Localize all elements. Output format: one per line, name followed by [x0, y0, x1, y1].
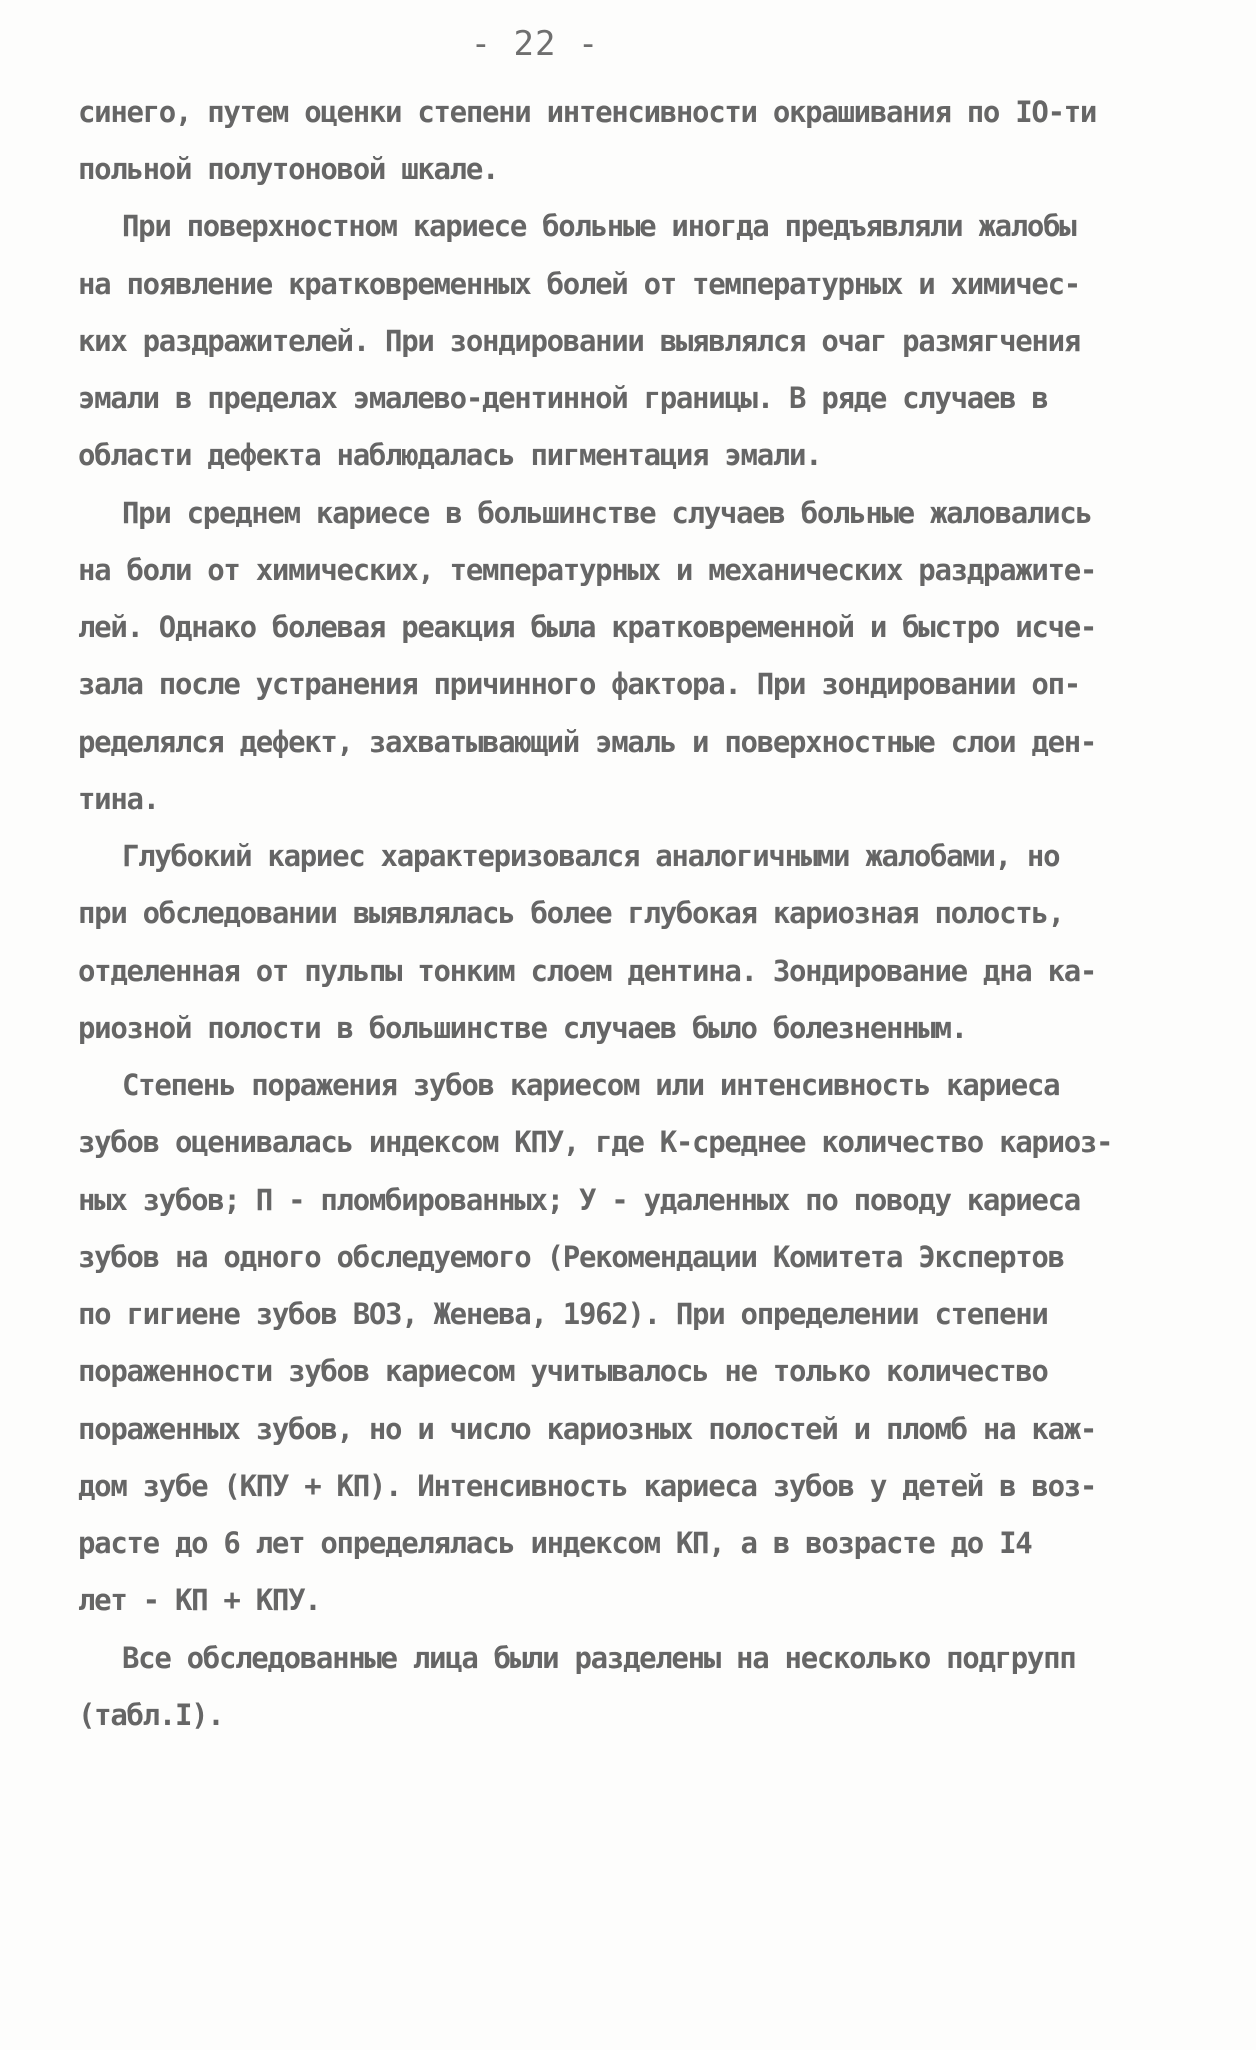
text-line: При среднем кариесе в большинстве случаев больные жаловались	[122, 496, 1092, 530]
text-line: лей. Однако болевая реакция была кратковременной и быстро исче-	[78, 610, 1097, 644]
text-line: Глубокий кариес характеризовался аналогичными жалобами, но	[122, 839, 1060, 873]
text-line: зубов оценивалась индексом КПУ, где К-среднее количество кариоз-	[78, 1125, 1113, 1159]
text-line: польной полутоновой шкале.	[78, 152, 499, 186]
page-number: - 22 -	[470, 24, 600, 64]
text-line: при обследовании выявлялась более глубокая кариозная полость,	[78, 896, 1064, 930]
text-line: на появление кратковременных болей от температурных и химичес-	[78, 267, 1080, 301]
text-line: тина.	[78, 782, 159, 816]
text-line: (табл.I).	[78, 1698, 224, 1732]
text-line: на боли от химических, температурных и механических раздражите-	[78, 553, 1097, 587]
text-line: синего, путем оценки степени интенсивности окрашивания по IO-ти	[78, 95, 1097, 129]
text-line: дом зубе (КПУ + КП). Интенсивность кариеса зубов у детей в воз-	[78, 1469, 1097, 1503]
text-line: При поверхностном кариесе больные иногда предъявляли жалобы	[122, 209, 1076, 243]
text-line: расте до 6 лет определялась индексом КП, а в возрасте до I4	[78, 1526, 1032, 1560]
text-line: ных зубов; П - пломбированных; У - удаленных по поводу кариеса	[78, 1183, 1080, 1217]
text-line: зубов на одного обследуемого (Рекомендации Комитета Экспертов	[78, 1240, 1064, 1274]
text-line: риозной полости в большинстве случаев было болезненным.	[78, 1011, 967, 1045]
text-line: ределялся дефект, захватывающий эмаль и поверхностные слои ден-	[78, 725, 1097, 759]
text-line: отделенная от пульпы тонким слоем дентина. Зондирование дна ка-	[78, 954, 1097, 988]
text-line: по гигиене зубов ВОЗ, Женева, 1962). При определении степени	[78, 1297, 1048, 1331]
text-line: пораженных зубов, но и число кариозных полостей и пломб на каж-	[78, 1412, 1097, 1446]
text-line: пораженности зубов кариесом учитывалось не только количество	[78, 1354, 1048, 1388]
text-line: зала после устранения причинного фактора. При зондировании оп-	[78, 667, 1080, 701]
text-line: лет - КП + КПУ.	[78, 1583, 321, 1617]
text-line: эмали в пределах эмалево-дентинной границы. В ряде случаев в	[78, 381, 1048, 415]
text-line: ких раздражителей. При зондировании выявлялся очаг размягчения	[78, 324, 1080, 358]
text-line: Все обследованные лица были разделены на несколько подгрупп	[122, 1641, 1076, 1675]
text-line: Степень поражения зубов кариесом или интенсивность кариеса	[122, 1068, 1060, 1102]
text-line: области дефекта наблюдалась пигментация эмали.	[78, 438, 822, 472]
